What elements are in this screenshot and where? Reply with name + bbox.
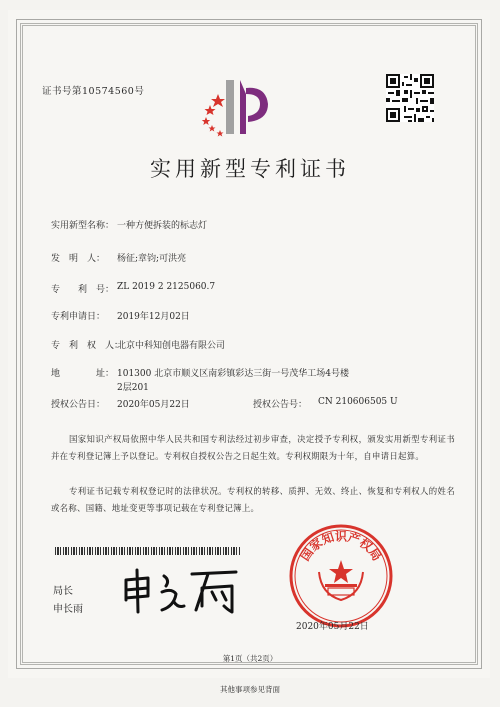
field-row-application-date: [0, 309, 500, 323]
field-row-address: [0, 366, 500, 396]
certificate-title: 实用新型专利证书: [150, 157, 350, 181]
qr-code-icon: [386, 74, 434, 122]
field-row-patentee: [0, 338, 500, 352]
address-value-line2: 2层201: [117, 383, 149, 393]
patentee-value: 北京中科知创电器有限公司: [117, 341, 226, 351]
field-row-name: [0, 218, 500, 232]
field-row-grant: [0, 397, 500, 411]
seal-text: 国家知识产权局: [297, 529, 385, 564]
page-indicator: 第1页（共2页）: [222, 654, 278, 663]
utility-model-name: 一种方便拆装的标志灯: [117, 221, 208, 231]
field-label: 授权公告日：: [51, 400, 106, 410]
field-label: 专 利 号：: [51, 285, 115, 295]
inventors-value: 杨征;章钧;可洪亮: [117, 254, 187, 264]
field-label: 专 利 权 人：: [51, 341, 124, 351]
director-title: 局长: [53, 586, 73, 597]
address-value: 101300 北京市顺义区南彩镇彩达三街一号茂华工场4号楼: [117, 369, 349, 379]
grant-date-value: 2020年05月22日: [117, 400, 190, 410]
field-label: 地 址：: [51, 369, 115, 379]
official-seal-icon: [285, 520, 397, 632]
patent-number-value: ZL 2019 2 2125060.7: [117, 282, 216, 292]
seal-date: 2020年05月22日: [296, 622, 369, 632]
cnipa-logo-icon: [196, 72, 284, 142]
field-label: 实用新型名称：: [51, 221, 115, 231]
field-row-inventors: [0, 251, 500, 265]
field-label: 专利申请日：: [51, 312, 106, 322]
field-row-patent-number: [0, 282, 500, 296]
director-name: 申长雨: [53, 604, 83, 615]
svg-text:国家知识产权局: [298, 528, 384, 563]
certificate-number: 证书号第10574560号: [42, 86, 145, 97]
barcode: [55, 547, 240, 555]
notice-paragraph: 国家知识产权局依照中华人民共和国专利法经过初步审查，决定授予专利权，颁发实用新型专利证书并在专利登记簿上予以登记。专利权自授权公告之日起生效。专利权期限为十年，自申请日起算。: [51, 434, 455, 461]
notice-paragraph: 专利证书记载专利权登记时的法律状况。专利权的转移、质押、无效、终止、恢复和专利权人的姓名或名称、国籍、地址变更等事项记载在专利登记簿上。: [51, 486, 455, 513]
field-label: 发 明 人：: [51, 254, 106, 264]
grant-number-value: CN 210606505 U: [318, 397, 398, 407]
application-date-value: 2019年12月02日: [117, 312, 190, 322]
field-label: 授权公告号：: [253, 400, 308, 410]
back-note: 其他事项参见背面: [220, 685, 280, 694]
handwritten-signature: [118, 566, 248, 616]
